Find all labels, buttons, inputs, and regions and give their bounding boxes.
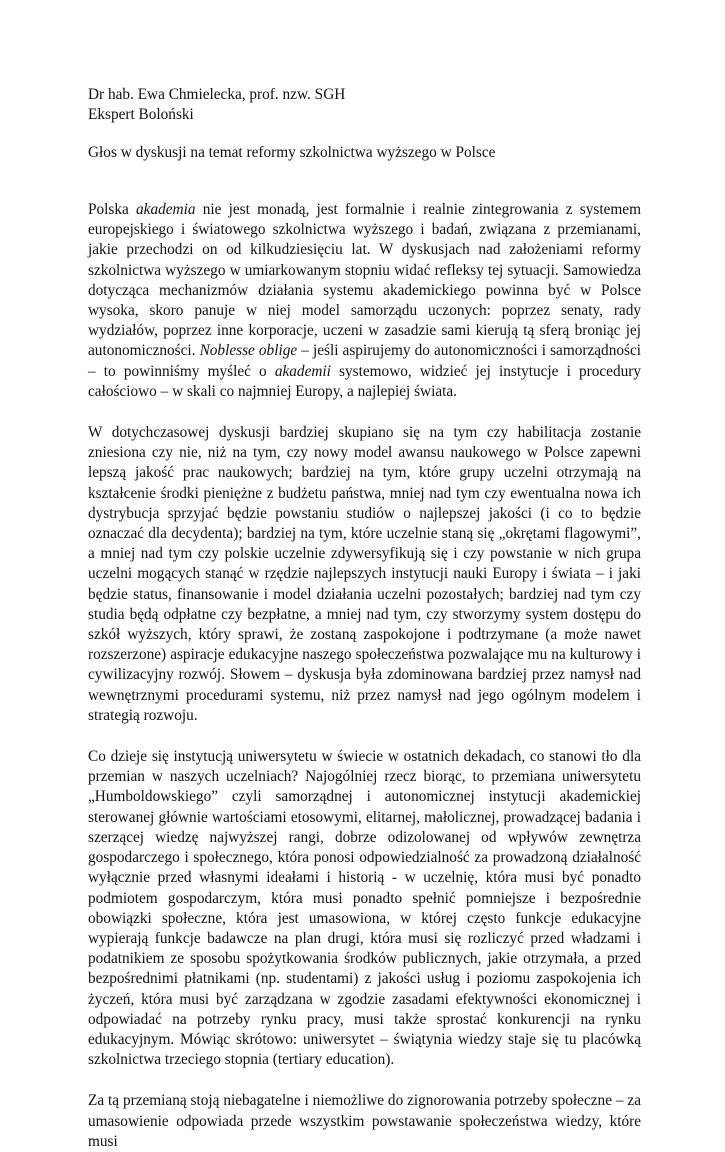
text-run: W dotychczasowej dyskusji bardziej skupiano się na tym czy habilitacja zostanie zniesiona czy nie, niż na tym, czy nowy model awansu naukowego w Polsce zapewni lepszą jakość prac naukowych; bardziej na tym, które grupy uczelni otrzymają na kształcenie środki pieniężne z budżetu państwa, mniej nad tym czy ewentualna nowa ich dystrybucja sprzyjać będzie powstaniu studiów o najlepszej jakości (i co to będzie oznaczać dla decydenta); bardziej na tym, które uczelnie staną się „okrętami flagowymi”, a mniej nad tym czy polskie uczelnie zdywersyfikują się i czy powstanie w nich grupa uczelni mogących stanąć w rzędzie najlepszych instytucji nauki Europy i świata – i jaki będzie status, finansowanie i model działania uczelni pozostałych; bardziej nad tym czy studia będą odpłatne czy bezpłatne, a mniej nad tym, czy stworzymy system dostępu do szkół wyższych, który sprawi, że zostaną zaspokojone i podtrzymane (a może nawet rozszerzone) aspiracje edukacyjne naszego społeczeństwa pozwalające mu na kulturowy i cywilizacyjny rozwój. Słowem – dyskusja była zdominowana bardziej przez namysł nad wewnętrznymi procedurami systemu, niż przez namysł nad jego ogólnym modelem i strategią rozwoju.	[88, 424, 641, 724]
role-line: Ekspert Boloński	[88, 106, 194, 123]
paragraph	[88, 423, 641, 726]
text-run: Co dzieje się instytucją uniwersytetu w świecie w ostatnich dekadach, co stanowi tło dla przemian w naszych uczelniach? Najogólniej rzecz biorąc, to przemiana uniwersytetu „Humboldowskiego” czyli samorządnej i autonomicznej instytucji akademickiej sterowanej głównie wartościami etosowymi, elitarnej, małolicznej, prowadzącej badania i szerzącej wiedzę najwyższej rangi, dobrze odizolowanej od wpływów zewnętrza gospodarczego i społecznego, która ponosi odpowiedzialność za prowadzoną działalność wyłącznie przed własnymi ideałami i historią - w uczelnię, która musi być ponadto podmiotem gospodarczym, która musi ponadto spełnić pomniejsze i bezpośrednie obowiązki społeczne, która jest umasowiona, w której często funkcje edukacyjne wypierają funkcje badawcze na plan drugi, która musi się rozliczyć przed władzami i podatnikiem ze sposobu spożytkowania środków publicznych, jakie otrzymała, a przed bezpośrednimi płatnikami (np. studentami) z jakości usług i poziomu zaspokojenia ich życzeń, która musi być zarządzana w zgodzie zasadami efektywności ekonomicznej i odpowiadać na potrzeby rynku pracy, musi także sprostać konkurencji na rynku edukacyjnym. Mówiąc skrótowo: uniwersytet – świątynia wiedzy staje się tu placówką szkolnictwa trzeciego stopnia (tertiary education).	[88, 748, 641, 1069]
text-run: Za tą przemianą stoją niebagatelne i niemożliwe do zignorowania potrzeby społeczne – za umasowienie odpowiada przede wszystkim powstawanie społeczeństwa wiedzy, które musi	[88, 1092, 641, 1150]
paragraph	[88, 747, 641, 1070]
document-subject: Głos w dyskusji na temat reformy szkolnictwa wyższego w Polsce	[88, 144, 496, 161]
italic-term: akademii	[274, 362, 331, 380]
author-line: Dr hab. Ewa Chmielecka, prof. nzw. SGH	[88, 86, 346, 103]
text-run: systemowo, widzieć jej instytucje i procedury całościowo – w skali co najmniej Europy, a najlepiej świata.	[88, 362, 641, 400]
italic-term: Noblesse oblige	[199, 342, 298, 360]
text-run: nie jest monadą, jest formalnie i realnie zintegrowania z systemem europejskiego i światowego szkolnictwa wyższego i badań, związana z przemianami, jakie przechodzi on od kilkudziesięciu lat. W dyskusjach nad założeniami reformy szkolnictwa wyższego w umiarkowanym stopniu widać refleksy tej sytuacji. Samowiedza dotycząca mechanizmów działania systemu akademickiego powinna być w Polsce wysoka, skoro panuje w niej model samorządu uczonych: poprzez senaty, rady wydziałów, poprzez inne korporacje, uczeni w zasadzie sami kierują tą sferą broniąc jej autonomiczności.	[88, 201, 641, 360]
paragraph	[88, 200, 641, 402]
paragraph	[88, 1091, 641, 1152]
text-run: – jeśli aspirujemy do autonomiczności i samorządności – to powinniśmy myśleć o	[88, 342, 641, 380]
document-body	[88, 200, 641, 1152]
text-run: Polska	[88, 201, 137, 218]
italic-term: akademia	[136, 201, 196, 218]
